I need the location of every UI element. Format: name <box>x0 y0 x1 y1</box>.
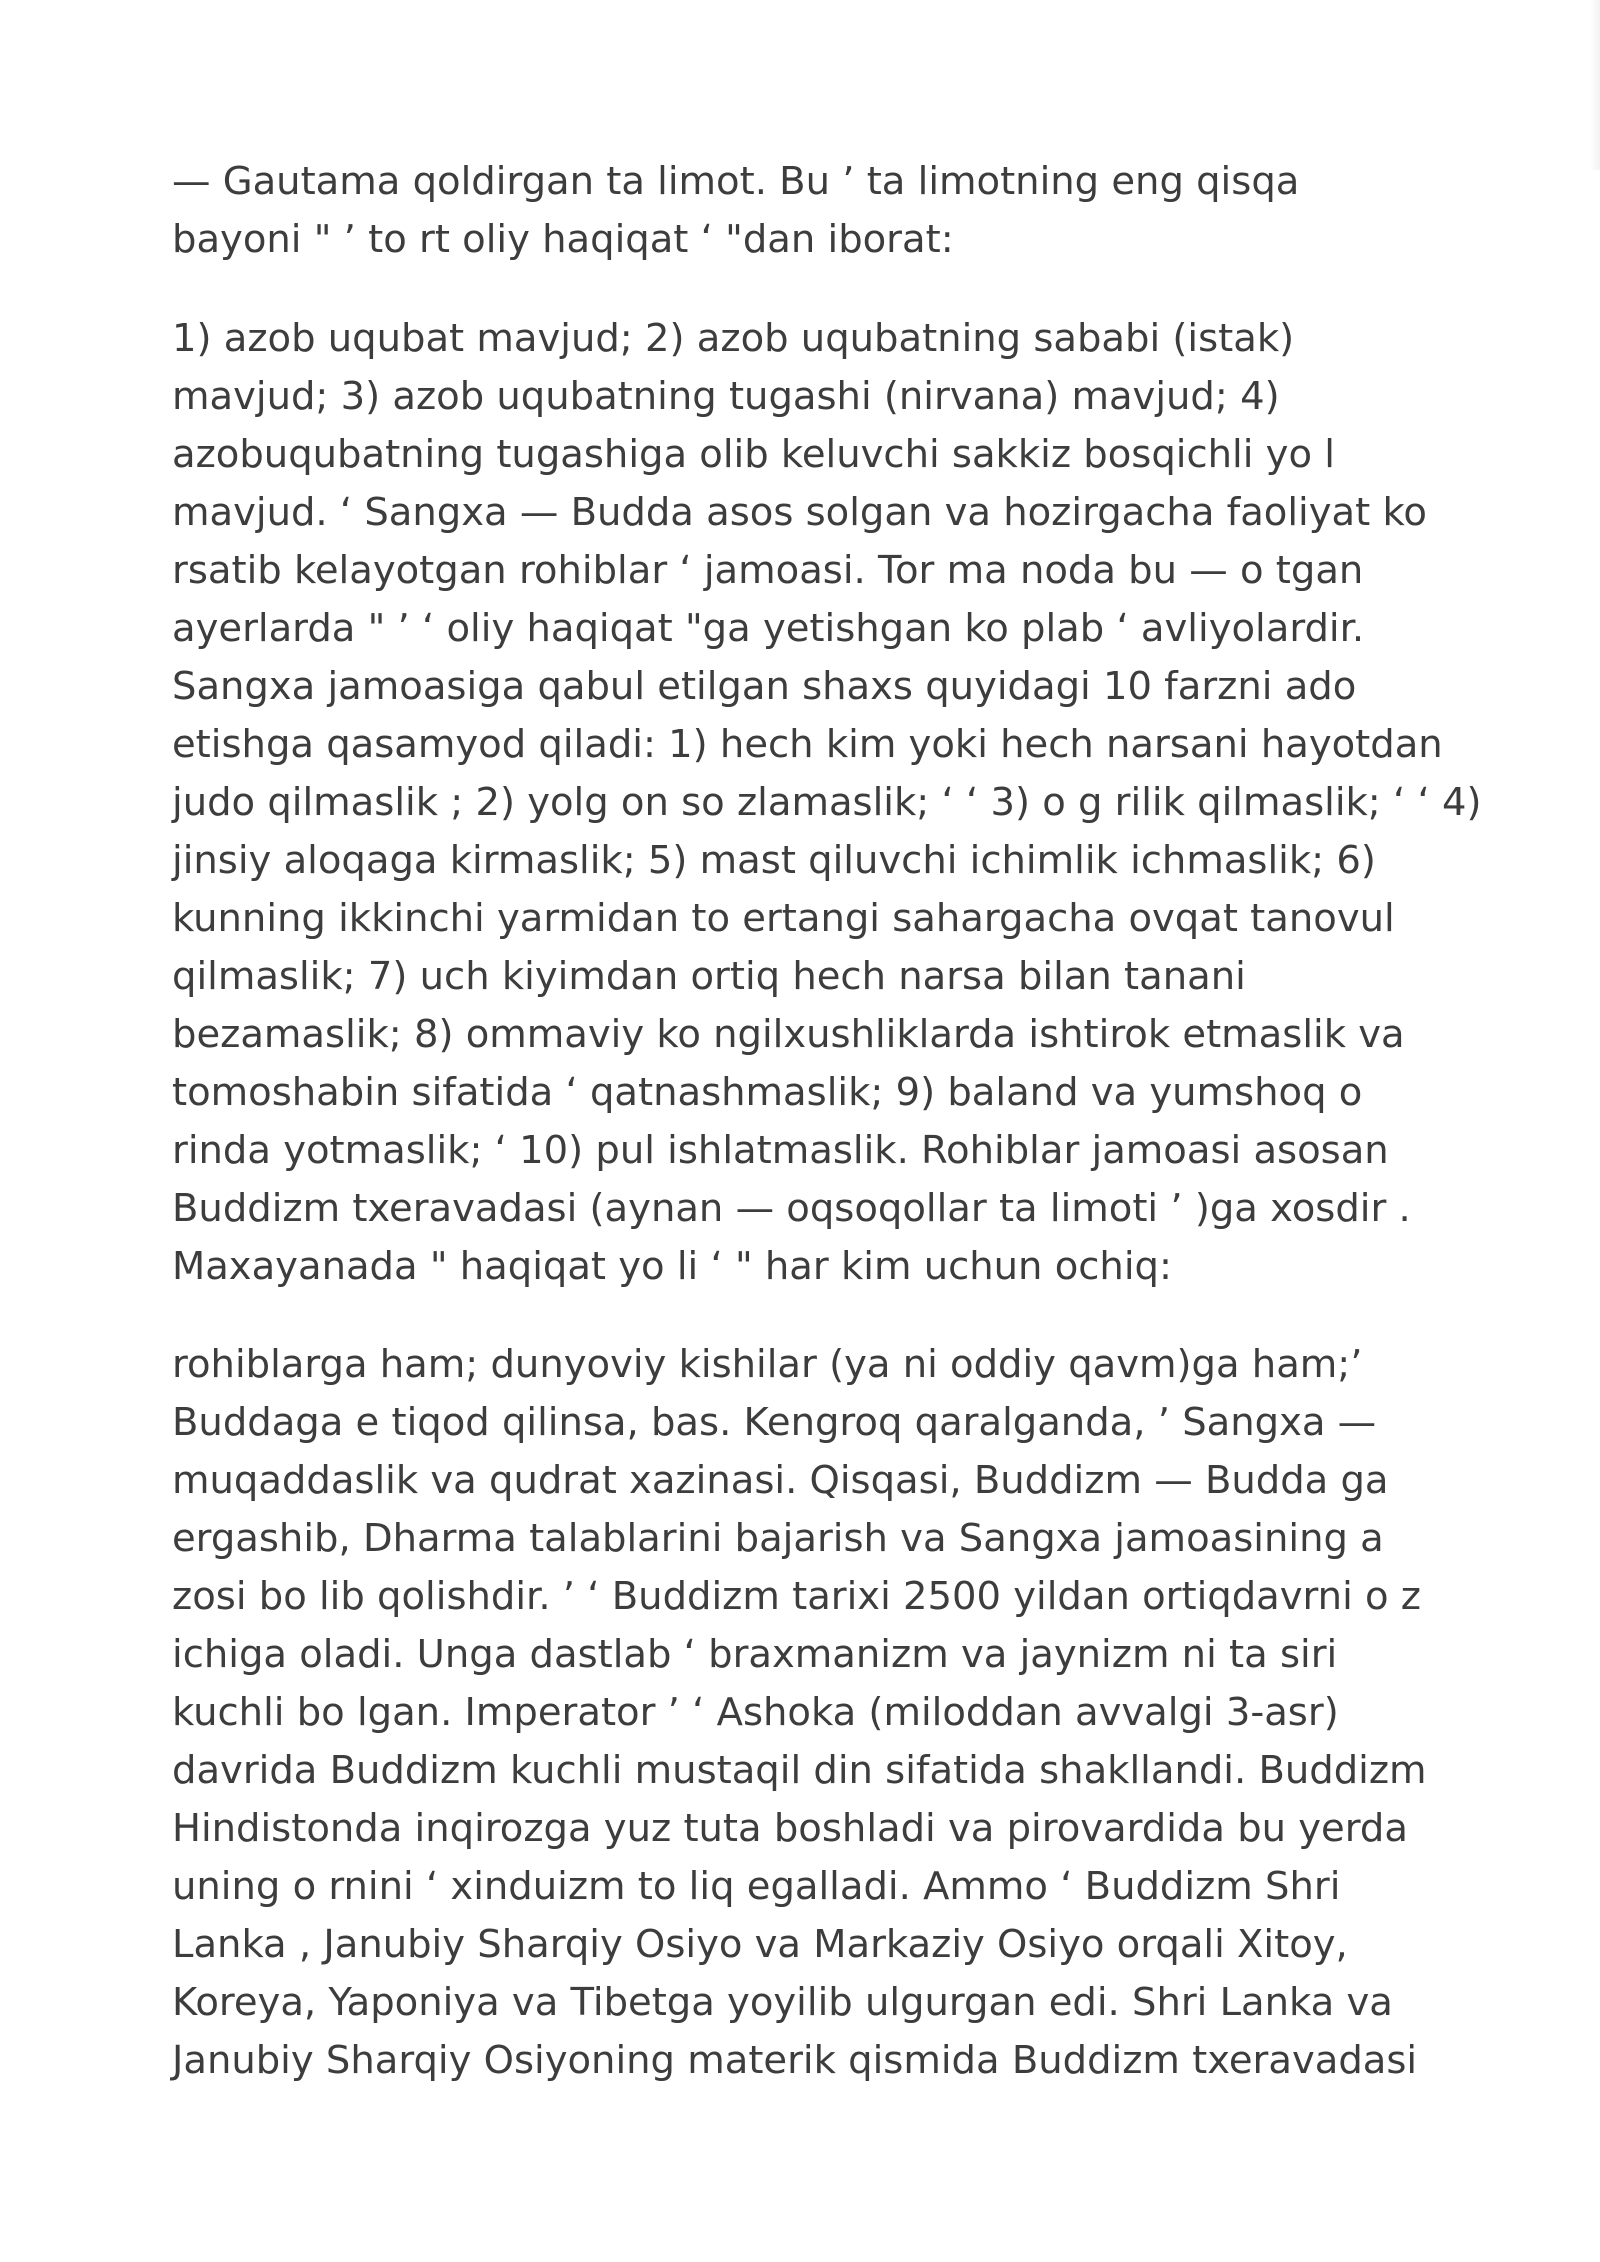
paragraph-1: — Gautama qoldirgan ta limot. Bu ’ ta limotning eng qisqa bayoni " ’ to rt oliy haqiqat ‘ "dan iborat: <box>172 159 1300 262</box>
page-edge-shadow <box>1590 0 1600 170</box>
paragraph-3: rohiblarga ham; dunyoviy kishilar (ya ni oddiy qavm)ga ham;’ Buddaga e tiqod qilinsa, bas. Kengroq qaralganda, ’ Sangxa — muqaddaslik va qudrat xazinasi. Qisqasi, Buddizm — Budda ga ergashib, Dharma talablarini bajarish va Sangxa jamoasining a zosi bo lib qolishdir. ’ ‘ Buddizm tarixi 2500 yildan ortiqdavrni o z ichiga oladi. Unga dastlab ‘ braxmanizm va jaynizm ni ta siri kuchli bo lgan. Imperator ’ ‘ Ashoka (miloddan avvalgi 3-asr) davrida Buddizm kuchli mustaqil din sifatida shakllandi. Buddizm Hindistonda inqirozga yuz tuta boshladi va pirovardida bu yerda uning o rnini ‘ xinduizm to liq egalladi. Ammo ‘ Buddizm Shri Lanka , Janubiy Sharqiy Osiyo va Markaziy Osiyo orqali Xitoy, Koreya, Yaponiya va Tibetga yoyilib ulgurgan edi. Shri Lanka va Janubiy Sharqiy Osiyoning materik qismida Buddizm txeravadasi <box>172 1342 1427 2083</box>
paragraph-2: 1) azob uqubat mavjud; 2) azob uqubatning sababi (istak) mavjud; 3) azob uqubatning tugashi (nirvana) mavjud; 4) azobuqubatning tugashiga olib keluvchi sakkiz bosqichli yo l mavjud. ‘ Sangxa — Budda asos solgan va hozirgacha faoliyat ko rsatib kelayotgan rohiblar ‘ jamoasi. Tor ma noda bu — o tgan ayerlarda " ’ ‘ oliy haqiqat "ga yetishgan ko plab ‘ avliyolardir. Sangxa jamoasiga qabul etilgan shaxs quyidagi 10 farzni ado etishga qasamyod qiladi: 1) hech kim yoki hech narsani hayotdan judo qilmaslik ; 2) yolg on so zlamaslik; ‘ ‘ 3) o g rilik qilmaslik; ‘ ‘ 4) jinsiy aloqaga kirmaslik; 5) mast qiluvchi ichimlik ichmaslik; 6) kunning ikkinchi yarmidan to ertangi sahargacha ovqat tanovul qilmaslik; 7) uch kiyimdan ortiq hech narsa bilan tanani bezamaslik; 8) ommaviy ko ngilxushliklarda ishtirok etmaslik va tomoshabin sifatida ‘ qatnashmaslik; 9) baland va yumshoq o rinda yotmaslik; ‘ 10) pul ishlatmaslik. Rohiblar jamoasi asosan Buddizm txeravadasi (aynan — oqsoqollar ta limoti ’ )ga xosdir . Maxayanada " haqiqat yo li ‘ " har kim uchun ochiq: <box>172 316 1482 1289</box>
